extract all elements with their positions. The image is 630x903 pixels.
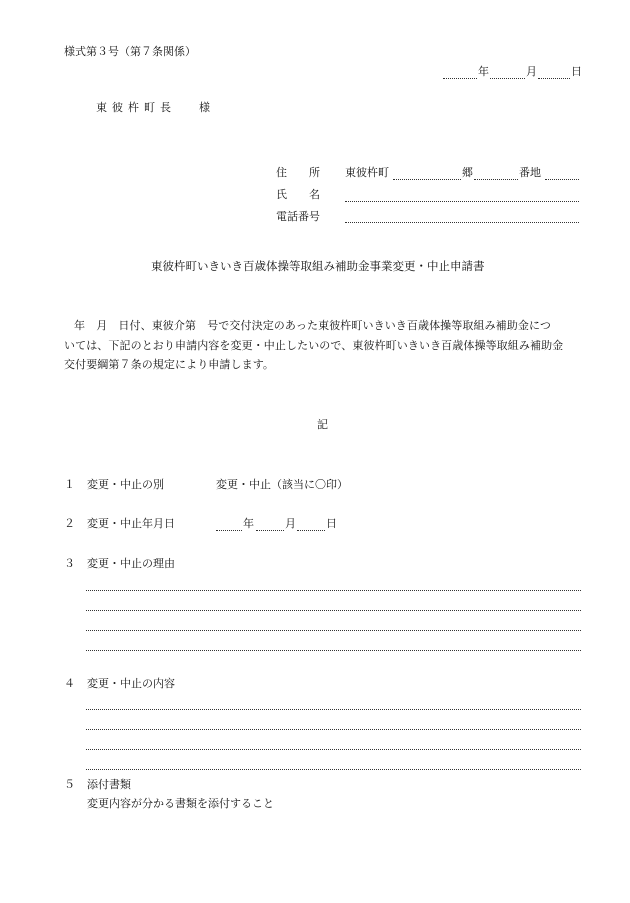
addressee-name: 東彼杵町長 xyxy=(96,101,176,114)
item-3-reason-line-1[interactable] xyxy=(86,590,581,591)
item-2-year-blank[interactable] xyxy=(216,530,242,531)
address-lot: 番地 xyxy=(519,166,541,179)
body-line-2: いては、下記のとおり申請内容を変更・中止したいので、東彼杵町いきいき百歳体操等取組み補助金 xyxy=(64,339,564,352)
item-2-number: ２ xyxy=(64,517,75,530)
item-4-content-line-3[interactable] xyxy=(86,749,581,750)
phone-blank[interactable] xyxy=(345,222,579,223)
date-month-label: 月 xyxy=(526,65,537,78)
ki-heading: 記 xyxy=(317,418,328,431)
address-tail-blank[interactable] xyxy=(545,179,579,180)
date-day-label: 日 xyxy=(571,65,582,78)
item-4-label: 変更・中止の内容 xyxy=(87,677,175,690)
item-4-content-line-1[interactable] xyxy=(86,709,581,710)
item-1-label: 変更・中止の別 xyxy=(87,478,164,491)
date-year-label: 年 xyxy=(478,65,489,78)
address-district: 郷 xyxy=(462,166,473,179)
item-2-year-label: 年 xyxy=(243,517,254,530)
date-month-blank[interactable] xyxy=(490,78,525,79)
item-5-note: 変更内容が分かる書類を添付すること xyxy=(87,797,274,810)
item-2-month-label: 月 xyxy=(285,517,296,530)
item-5-number: ５ xyxy=(64,778,75,791)
item-2-day-label: 日 xyxy=(326,517,337,530)
address-town: 東彼杵町 xyxy=(345,166,389,179)
item-2-day-blank[interactable] xyxy=(297,530,325,531)
address-label: 住 所 xyxy=(276,166,320,179)
item-3-reason-line-2[interactable] xyxy=(86,610,581,611)
form-number: 様式第３号（第７条関係） xyxy=(64,45,196,58)
item-2-month-blank[interactable] xyxy=(256,530,284,531)
phone-label: 電話番号 xyxy=(276,210,320,223)
body-line-3: 交付要綱第７条の規定により申請します。 xyxy=(64,358,275,371)
item-4-content-line-4[interactable] xyxy=(86,769,581,770)
body-line-1: 年 月 日付、東彼介第 号で交付決定のあった東彼杵町いきいき百歳体操等取組み補助金につ xyxy=(74,319,551,332)
item-3-reason-line-3[interactable] xyxy=(86,630,581,631)
item-2-label: 変更・中止年月日 xyxy=(87,517,175,530)
date-day-blank[interactable] xyxy=(538,78,570,79)
item-1-number: １ xyxy=(64,478,75,491)
addressee-honorific: 様 xyxy=(199,101,210,114)
date-year-blank[interactable] xyxy=(443,78,477,79)
item-5-label: 添付書類 xyxy=(87,778,131,791)
item-1-value: 変更・中止（該当に〇印） xyxy=(216,478,348,491)
name-label: 氏 名 xyxy=(276,188,320,201)
item-4-number: ４ xyxy=(64,677,75,690)
item-3-reason-line-4[interactable] xyxy=(86,650,581,651)
address-district-blank[interactable] xyxy=(393,179,461,180)
item-3-number: ３ xyxy=(64,557,75,570)
name-blank[interactable] xyxy=(345,201,579,202)
item-4-content-line-2[interactable] xyxy=(86,729,581,730)
address-lot-blank[interactable] xyxy=(474,179,518,180)
document-title: 東彼杵町いきいき百歳体操等取組み補助金事業変更・中止申請書 xyxy=(151,259,485,273)
item-3-label: 変更・中止の理由 xyxy=(87,557,175,570)
